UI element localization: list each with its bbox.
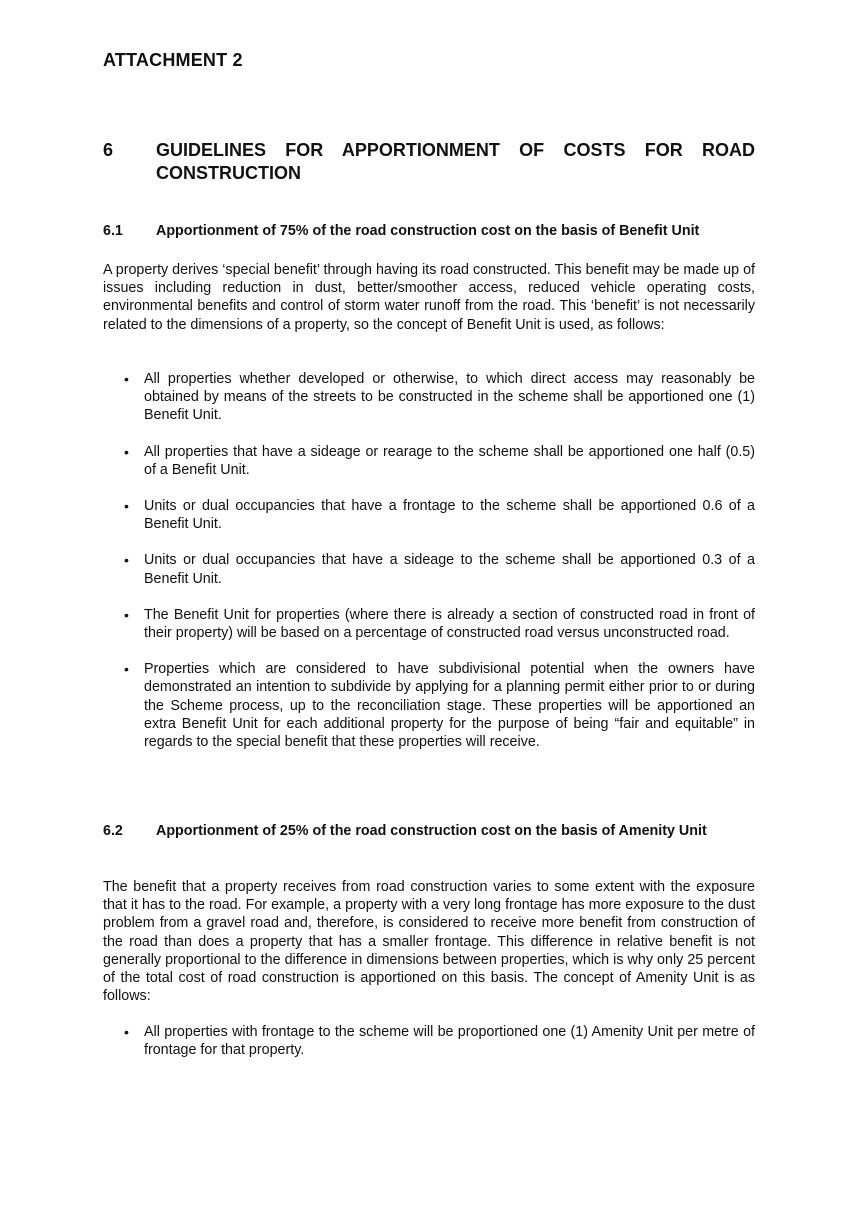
subsection-6-1-intro: A property derives ‘special benefit’ through having its road constructed. This benefit may be made up of issues including reduction in dust, better/smoother access, reduced vehicle operating costs, environmental benefits and control of storm water runoff from the road. This ‘benefit’ is not necessarily related to the dimensions of a property, so the concept of Benefit Unit is used, as follows:	[103, 262, 755, 333]
section-title: GUIDELINES FOR APPORTIONMENT OF COSTS FOR ROAD CONSTRUCTION	[156, 140, 755, 183]
list-item	[103, 551, 755, 587]
bullet-icon: •	[124, 371, 129, 387]
list-item-text: Properties which are considered to have subdivisional potential when the owners have demonstrated an intention to subdivide by applying for a planning permit either prior to or during the Scheme process, up to the reconciliation stage. These properties will be apportioned an extra Benefit Unit for each additional property for the purpose of being “fair and equitable” in regards to the special benefit that these properties will receive.	[144, 661, 755, 751]
list-item	[103, 443, 755, 479]
list-item	[103, 660, 755, 751]
list-item-text: All properties that have a sideage or rearage to the scheme shall be apportioned one half (0.5) of a Benefit Unit.	[144, 443, 755, 478]
section-number: 6	[103, 140, 114, 160]
bullet-icon: •	[124, 661, 129, 678]
bullet-icon: •	[124, 1024, 129, 1040]
subsection-6-1-number: 6.1	[103, 223, 123, 239]
subsection-6-2-intro: The benefit that a property receives from road construction varies to some extent with the exposure that it has to the road. For example, a property with a very long frontage has more exposure to the dust problem from a gravel road and, therefore, is considered to receive more benefit from construction of the road than does a property that has a smaller frontage. This difference in relative benefit is not generally proportional to the difference in dimensions between properties, which is why only 25 percent of the total cost of road construction is apportioned on this basis. The concept of Amenity Unit is as follows:	[103, 879, 755, 1005]
benefit-unit-list	[103, 370, 755, 751]
amenity-unit-list	[103, 1023, 755, 1059]
bullet-icon: •	[124, 606, 129, 623]
subsection-6-2-title: Apportionment of 25% of the road construction cost on the basis of Amenity Unit	[156, 823, 707, 839]
list-item-text: Units or dual occupancies that have a sideage to the scheme shall be apportioned 0.3 of a Benefit Unit.	[144, 552, 755, 587]
subsection-6-1-title: Apportionment of 75% of the road construction cost on the basis of Benefit Unit	[156, 223, 700, 239]
section-heading	[103, 139, 755, 185]
subsection-6-1-heading	[103, 222, 755, 240]
list-item-text: The Benefit Unit for properties (where there is already a section of constructed road in front of their property) will be based on a percentage of constructed road versus unconstructed road.	[144, 606, 755, 642]
bullet-icon: •	[124, 443, 129, 460]
list-item	[103, 370, 755, 425]
list-item-text: All properties whether developed or otherwise, to which direct access may reasonably be obtained by means of the streets to be constructed in the scheme shall be apportioned one (1) Benefit Unit.	[144, 371, 755, 424]
list-item	[103, 1023, 755, 1059]
list-item	[103, 497, 755, 533]
list-item-text: Units or dual occupancies that have a frontage to the scheme shall be apportioned 0.6 of a Benefit Unit.	[144, 498, 755, 533]
subsection-6-2-number: 6.2	[103, 823, 123, 839]
list-item	[103, 606, 755, 642]
bullet-icon: •	[124, 552, 129, 569]
list-item-text: All properties with frontage to the scheme will be proportioned one (1) Amenity Unit per metre of frontage for that property.	[144, 1024, 755, 1059]
subsection-6-2-heading	[103, 822, 755, 840]
bullet-icon: •	[124, 498, 129, 515]
attachment-label: ATTACHMENT 2	[103, 50, 243, 70]
